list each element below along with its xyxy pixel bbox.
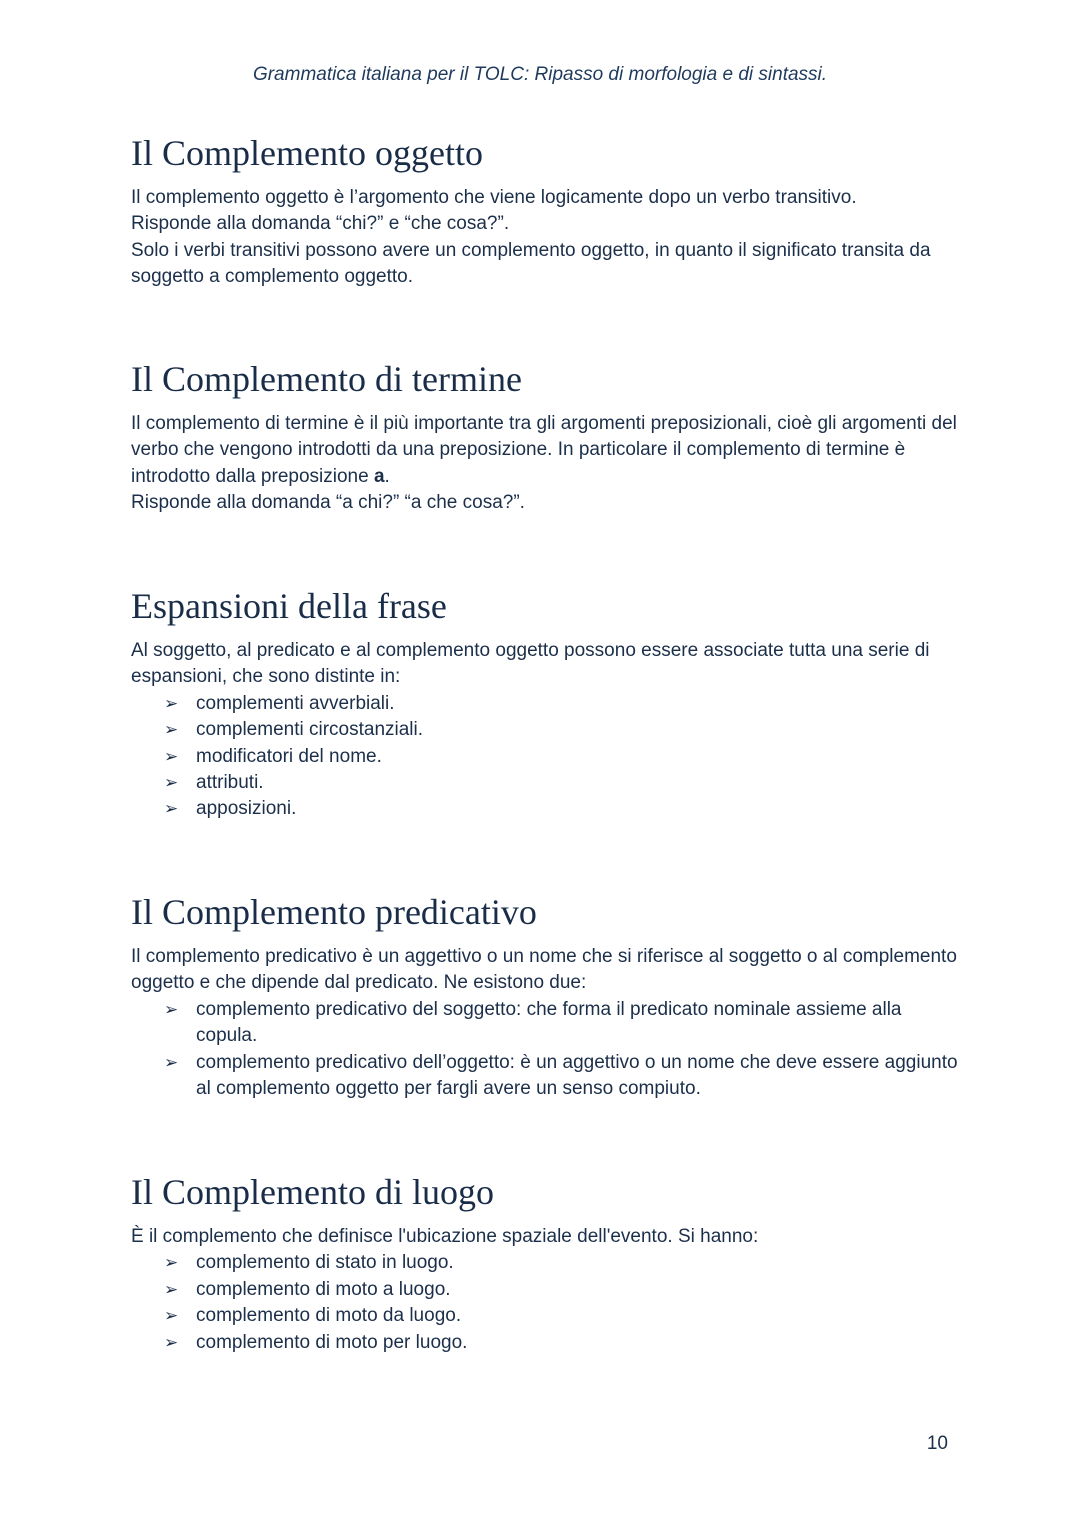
list-item [164, 1250, 961, 1276]
section-complemento-luogo [131, 1170, 961, 1356]
list-item-text: complementi circostanziali. [196, 719, 424, 741]
bullet-list [131, 691, 961, 823]
running-header: Grammatica italiana per il TOLC: Ripasso di morfologia e di sintassi. [252, 64, 828, 85]
section-title: Espansioni della frase [131, 586, 447, 626]
list-item [164, 796, 961, 822]
arrow-bullet-icon: ➢ [164, 1253, 179, 1273]
arrow-bullet-icon: ➢ [164, 1279, 179, 1299]
section-title: Il Complemento di luogo [131, 1172, 494, 1212]
section-complemento-termine [131, 357, 961, 517]
list-item [164, 1277, 961, 1303]
paragraph-text: Il complemento di termine è il più importante tra gli argomenti preposizionali, cioè gli argomenti del verbo che vengono introdotti da una preposizione. In particolare il complemento di termine è introdotto dalla preposizione [131, 413, 957, 487]
list-item-text: complemento di stato in luogo. [196, 1252, 454, 1274]
arrow-bullet-icon: ➢ [164, 1332, 179, 1352]
list-item-text: complemento predicativo del soggetto: che forma il predicato nominale assieme alla copula. [196, 998, 902, 1047]
paragraph-text: . Risponde alla domanda “a chi?” “a che cosa?”. [131, 465, 525, 514]
bullet-list [131, 1250, 961, 1356]
section-complemento-oggetto [131, 131, 961, 291]
list-item-text: modificatori del nome. [196, 745, 382, 767]
list-item [164, 717, 961, 743]
section-paragraph: Il complemento oggetto è l’argomento che viene logicamente dopo un verbo transitivo. Risponde alla domanda “chi?” e “che cosa?”. Solo i verbi transitivi possono avere un complemento oggetto, in quanto il significato transita da soggetto a complemento oggetto. [131, 187, 931, 288]
list-item-text: complemento di moto a luogo. [196, 1278, 451, 1300]
list-item-text: complemento di moto per luogo. [196, 1331, 468, 1353]
arrow-bullet-icon: ➢ [164, 693, 179, 713]
list-item [164, 770, 961, 796]
section-title: Il Complemento oggetto [131, 133, 483, 173]
section-paragraph: Il complemento predicativo è un aggettivo o un nome che si riferisce al soggetto o al complemento oggetto e che dipende dal predicato. Ne esistono due: [131, 946, 957, 994]
list-item [164, 997, 961, 1050]
list-item-text: attributi. [196, 772, 264, 794]
section-paragraph [131, 411, 961, 517]
list-item-text: complemento di moto da luogo. [196, 1305, 462, 1327]
section-title: Il Complemento predicativo [131, 892, 537, 932]
list-item-text: complemento predicativo dell’oggetto: è un aggettivo o un nome che deve essere aggiunto al complemento oggetto per fargli avere un senso compiuto. [196, 1051, 958, 1100]
arrow-bullet-icon: ➢ [164, 1306, 179, 1326]
section-paragraph: È il complemento che definisce l'ubicazione spaziale dell'evento. Si hanno: [131, 1226, 759, 1247]
list-item [164, 1050, 961, 1103]
list-item [164, 744, 961, 770]
arrow-bullet-icon: ➢ [164, 720, 179, 740]
list-item-text: apposizioni. [196, 798, 297, 820]
section-espansioni-frase [131, 584, 961, 823]
list-item-text: complementi avverbiali. [196, 692, 395, 714]
list-item [164, 691, 961, 717]
arrow-bullet-icon: ➢ [164, 999, 179, 1019]
list-item [164, 1303, 961, 1329]
bullet-list [131, 997, 961, 1103]
section-title: Il Complemento di termine [131, 359, 522, 399]
arrow-bullet-icon: ➢ [164, 799, 179, 819]
section-paragraph: Al soggetto, al predicato e al complemento oggetto possono essere associate tutta una serie di espansioni, che sono distinte in: [131, 640, 930, 688]
arrow-bullet-icon: ➢ [164, 1052, 179, 1072]
arrow-bullet-icon: ➢ [164, 746, 179, 766]
bold-preposition: a [373, 465, 385, 487]
section-complemento-predicativo [131, 890, 961, 1102]
list-item [164, 1330, 961, 1356]
page-number: 10 [926, 1433, 948, 1454]
arrow-bullet-icon: ➢ [164, 773, 179, 793]
